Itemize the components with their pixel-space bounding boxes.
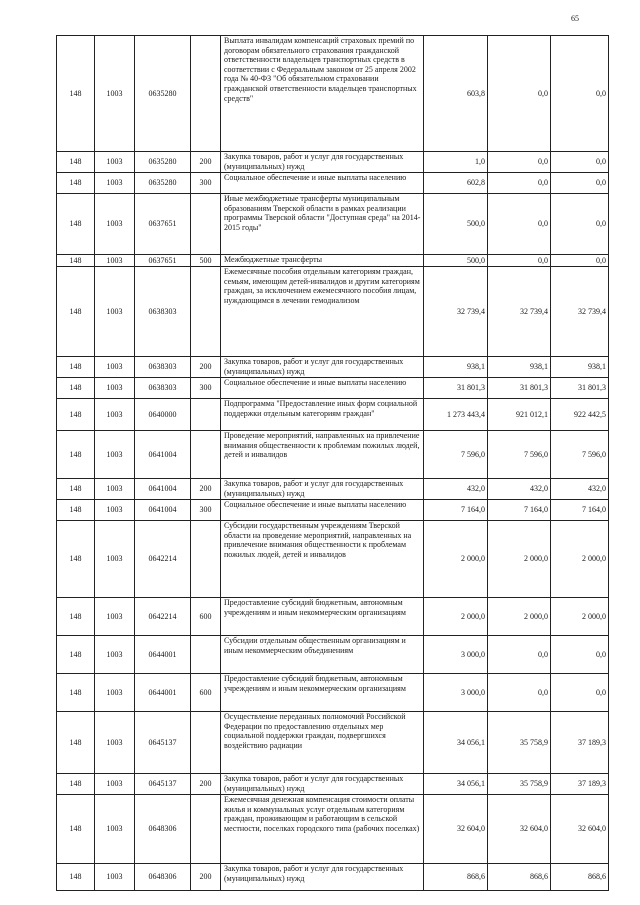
amount-2014: 7 164,0: [488, 500, 551, 521]
table-row: [57, 255, 609, 267]
target-code: 0640000: [135, 399, 191, 431]
amount-2013: 2 000,0: [424, 598, 488, 636]
amount-2015: 32 739,4: [551, 267, 609, 357]
target-code: 0642214: [135, 521, 191, 598]
amount-2015: 922 442,5: [551, 399, 609, 431]
amount-2014: 35 758,9: [488, 774, 551, 795]
section-code: 1003: [95, 598, 135, 636]
amount-2013: 2 000,0: [424, 521, 488, 598]
ministry-code: 148: [57, 521, 95, 598]
target-code: 0638303: [135, 357, 191, 378]
amount-2015: 0,0: [551, 173, 609, 194]
section-code: 1003: [95, 255, 135, 267]
amount-2014: 0,0: [488, 194, 551, 255]
amount-2015: 938,1: [551, 357, 609, 378]
amount-2014: 7 596,0: [488, 431, 551, 479]
table-row: [57, 500, 609, 521]
table-row: [57, 521, 609, 598]
amount-2015: 0,0: [551, 36, 609, 152]
table-row: [57, 479, 609, 500]
amount-2013: 34 056,1: [424, 712, 488, 774]
table-row: [57, 774, 609, 795]
amount-2014: 32 604,0: [488, 795, 551, 864]
item-name: Субсидии государственным учреждениям Тверской области на проведение мероприятий, направленных на привлечение внимания общественности к проблемам пожилых людей, детей и инвалидов: [221, 521, 424, 598]
page-number: 65: [571, 14, 579, 23]
ministry-code: 148: [57, 255, 95, 267]
item-name: Предоставление субсидий бюджетным, автономным учреждениям и иным некоммерческим организациям: [221, 598, 424, 636]
item-name: Межбюджетные трансферты: [221, 255, 424, 267]
amount-2015: 868,6: [551, 864, 609, 891]
section-code: 1003: [95, 267, 135, 357]
ministry-code: 148: [57, 774, 95, 795]
amount-2014: 0,0: [488, 255, 551, 267]
item-name: Субсидии отдельным общественным организациям и иным некоммерческим объединениям: [221, 636, 424, 674]
expense-type: 600: [191, 674, 221, 712]
target-code: 0642214: [135, 598, 191, 636]
section-code: 1003: [95, 636, 135, 674]
expense-type: [191, 431, 221, 479]
amount-2014: 0,0: [488, 636, 551, 674]
expense-type: 200: [191, 357, 221, 378]
table-row: [57, 357, 609, 378]
target-code: 0638303: [135, 378, 191, 399]
expense-type: 300: [191, 173, 221, 194]
table-row: [57, 712, 609, 774]
ministry-code: 148: [57, 795, 95, 864]
target-code: 0644001: [135, 636, 191, 674]
expense-type: 500: [191, 255, 221, 267]
ministry-code: 148: [57, 378, 95, 399]
amount-2015: 32 604,0: [551, 795, 609, 864]
item-name: Закупка товаров, работ и услуг для государственных (муниципальных) нужд: [221, 864, 424, 891]
section-code: 1003: [95, 194, 135, 255]
section-code: 1003: [95, 479, 135, 500]
target-code: 0635280: [135, 152, 191, 173]
item-name: Социальное обеспечение и иные выплаты населению: [221, 173, 424, 194]
amount-2015: 37 189,3: [551, 712, 609, 774]
expense-type: 300: [191, 500, 221, 521]
section-code: 1003: [95, 674, 135, 712]
item-name: Иные межбюджетные трансферты муниципальным образованиям Тверской области в рамках реализации программы Тверской области "Доступная среда" на 2014-2015 годы": [221, 194, 424, 255]
amount-2015: 2 000,0: [551, 598, 609, 636]
amount-2014: 938,1: [488, 357, 551, 378]
target-code: 0641004: [135, 431, 191, 479]
amount-2013: 7 164,0: [424, 500, 488, 521]
ministry-code: 148: [57, 479, 95, 500]
amount-2013: 602,8: [424, 173, 488, 194]
section-code: 1003: [95, 774, 135, 795]
ministry-code: 148: [57, 864, 95, 891]
amount-2014: 868,6: [488, 864, 551, 891]
section-code: 1003: [95, 357, 135, 378]
amount-2013: 938,1: [424, 357, 488, 378]
target-code: 0644001: [135, 674, 191, 712]
amount-2013: 1,0: [424, 152, 488, 173]
section-code: 1003: [95, 36, 135, 152]
ministry-code: 148: [57, 500, 95, 521]
item-name: Социальное обеспечение и иные выплаты населению: [221, 378, 424, 399]
amount-2014: 32 739,4: [488, 267, 551, 357]
amount-2014: 31 801,3: [488, 378, 551, 399]
amount-2014: 432,0: [488, 479, 551, 500]
ministry-code: 148: [57, 712, 95, 774]
table-row: [57, 173, 609, 194]
item-name: Социальное обеспечение и иные выплаты населению: [221, 500, 424, 521]
expense-type: [191, 712, 221, 774]
target-code: 0635280: [135, 173, 191, 194]
target-code: 0637651: [135, 194, 191, 255]
ministry-code: 148: [57, 598, 95, 636]
table-row: [57, 36, 609, 152]
budget-table: [56, 35, 609, 891]
item-name: Закупка товаров, работ и услуг для государственных (муниципальных) нужд: [221, 357, 424, 378]
section-code: 1003: [95, 864, 135, 891]
amount-2013: 868,6: [424, 864, 488, 891]
amount-2013: 7 596,0: [424, 431, 488, 479]
section-code: 1003: [95, 500, 135, 521]
target-code: 0648306: [135, 795, 191, 864]
ministry-code: 148: [57, 36, 95, 152]
item-name: Закупка товаров, работ и услуг для государственных (муниципальных) нужд: [221, 479, 424, 500]
table-row: [57, 795, 609, 864]
expense-type: [191, 795, 221, 864]
expense-type: [191, 194, 221, 255]
amount-2013: 3 000,0: [424, 674, 488, 712]
section-code: 1003: [95, 399, 135, 431]
table-row: [57, 152, 609, 173]
amount-2015: 0,0: [551, 674, 609, 712]
target-code: 0635280: [135, 36, 191, 152]
target-code: 0637651: [135, 255, 191, 267]
expense-type: 300: [191, 378, 221, 399]
target-code: 0641004: [135, 479, 191, 500]
section-code: 1003: [95, 521, 135, 598]
table-row: [57, 194, 609, 255]
section-code: 1003: [95, 431, 135, 479]
section-code: 1003: [95, 173, 135, 194]
expense-type: [191, 267, 221, 357]
ministry-code: 148: [57, 674, 95, 712]
ministry-code: 148: [57, 173, 95, 194]
amount-2015: 0,0: [551, 255, 609, 267]
item-name: Подпрограмма "Предоставление иных форм социальной поддержки отдельным категориям граждан": [221, 399, 424, 431]
expense-type: 600: [191, 598, 221, 636]
table-row: [57, 431, 609, 479]
amount-2015: 37 189,3: [551, 774, 609, 795]
section-code: 1003: [95, 795, 135, 864]
table-row: [57, 636, 609, 674]
table-row: [57, 267, 609, 357]
amount-2015: 0,0: [551, 636, 609, 674]
amount-2015: 7 596,0: [551, 431, 609, 479]
amount-2014: 2 000,0: [488, 521, 551, 598]
table-row: [57, 378, 609, 399]
amount-2015: 2 000,0: [551, 521, 609, 598]
table-row: [57, 674, 609, 712]
target-code: 0645137: [135, 712, 191, 774]
amount-2014: 0,0: [488, 152, 551, 173]
item-name: Ежемесячная денежная компенсация стоимости оплаты жилья и коммунальных услуг отдельным категориям граждан, проживающим и работающим в сельской местности, поселках городского типа (рабочих поселках): [221, 795, 424, 864]
ministry-code: 148: [57, 357, 95, 378]
expense-type: [191, 36, 221, 152]
amount-2013: 32 739,4: [424, 267, 488, 357]
amount-2014: 0,0: [488, 674, 551, 712]
expense-type: [191, 399, 221, 431]
amount-2013: 31 801,3: [424, 378, 488, 399]
amount-2015: 0,0: [551, 194, 609, 255]
item-name: Осуществление переданных полномочий Российской Федерации по предоставлению отдельных мер социальной поддержки граждан, подвергшихся воздействию радиации: [221, 712, 424, 774]
ministry-code: 148: [57, 267, 95, 357]
ministry-code: 148: [57, 399, 95, 431]
expense-type: 200: [191, 479, 221, 500]
section-code: 1003: [95, 152, 135, 173]
amount-2015: 0,0: [551, 152, 609, 173]
ministry-code: 148: [57, 194, 95, 255]
amount-2013: 1 273 443,4: [424, 399, 488, 431]
item-name: Закупка товаров, работ и услуг для государственных (муниципальных) нужд: [221, 152, 424, 173]
table-row: [57, 598, 609, 636]
amount-2013: 32 604,0: [424, 795, 488, 864]
target-code: 0645137: [135, 774, 191, 795]
ministry-code: 148: [57, 431, 95, 479]
target-code: 0638303: [135, 267, 191, 357]
amount-2015: 432,0: [551, 479, 609, 500]
amount-2013: 3 000,0: [424, 636, 488, 674]
target-code: 0648306: [135, 864, 191, 891]
item-name: Проведение мероприятий, направленных на привлечение внимания общественности к проблемам пожилых людей, детей и инвалидов: [221, 431, 424, 479]
expense-type: 200: [191, 864, 221, 891]
amount-2015: 31 801,3: [551, 378, 609, 399]
section-code: 1003: [95, 378, 135, 399]
table-row: [57, 864, 609, 891]
expense-type: 200: [191, 774, 221, 795]
target-code: 0641004: [135, 500, 191, 521]
item-name: Ежемесячные пособия отдельным категориям граждан, семьям, имеющим детей-инвалидов и другим категориям граждан, за исключением ежемесячного пособия лицам, нуждающимся в лечении гемодиализом: [221, 267, 424, 357]
item-name: Предоставление субсидий бюджетным, автономным учреждениям и иным некоммерческим организациям: [221, 674, 424, 712]
amount-2015: 7 164,0: [551, 500, 609, 521]
item-name: Закупка товаров, работ и услуг для государственных (муниципальных) нужд: [221, 774, 424, 795]
item-name: Выплата инвалидам компенсаций страховых премий по договорам обязательного страхования гражданской ответственности владельцев транспортных средств в соответствии с Федеральным законом от 25 апреля 2002 года № 40-ФЗ "Об обязательном страховании гражданской ответственности владельцев транспортных средств": [221, 36, 424, 152]
amount-2014: 0,0: [488, 173, 551, 194]
expense-type: [191, 636, 221, 674]
expense-type: [191, 521, 221, 598]
amount-2014: 0,0: [488, 36, 551, 152]
amount-2014: 921 012,1: [488, 399, 551, 431]
amount-2013: 603,8: [424, 36, 488, 152]
ministry-code: 148: [57, 636, 95, 674]
table-row: [57, 399, 609, 431]
amount-2013: 34 056,1: [424, 774, 488, 795]
amount-2013: 432,0: [424, 479, 488, 500]
section-code: 1003: [95, 712, 135, 774]
expense-type: 200: [191, 152, 221, 173]
amount-2014: 2 000,0: [488, 598, 551, 636]
amount-2013: 500,0: [424, 194, 488, 255]
amount-2014: 35 758,9: [488, 712, 551, 774]
amount-2013: 500,0: [424, 255, 488, 267]
ministry-code: 148: [57, 152, 95, 173]
